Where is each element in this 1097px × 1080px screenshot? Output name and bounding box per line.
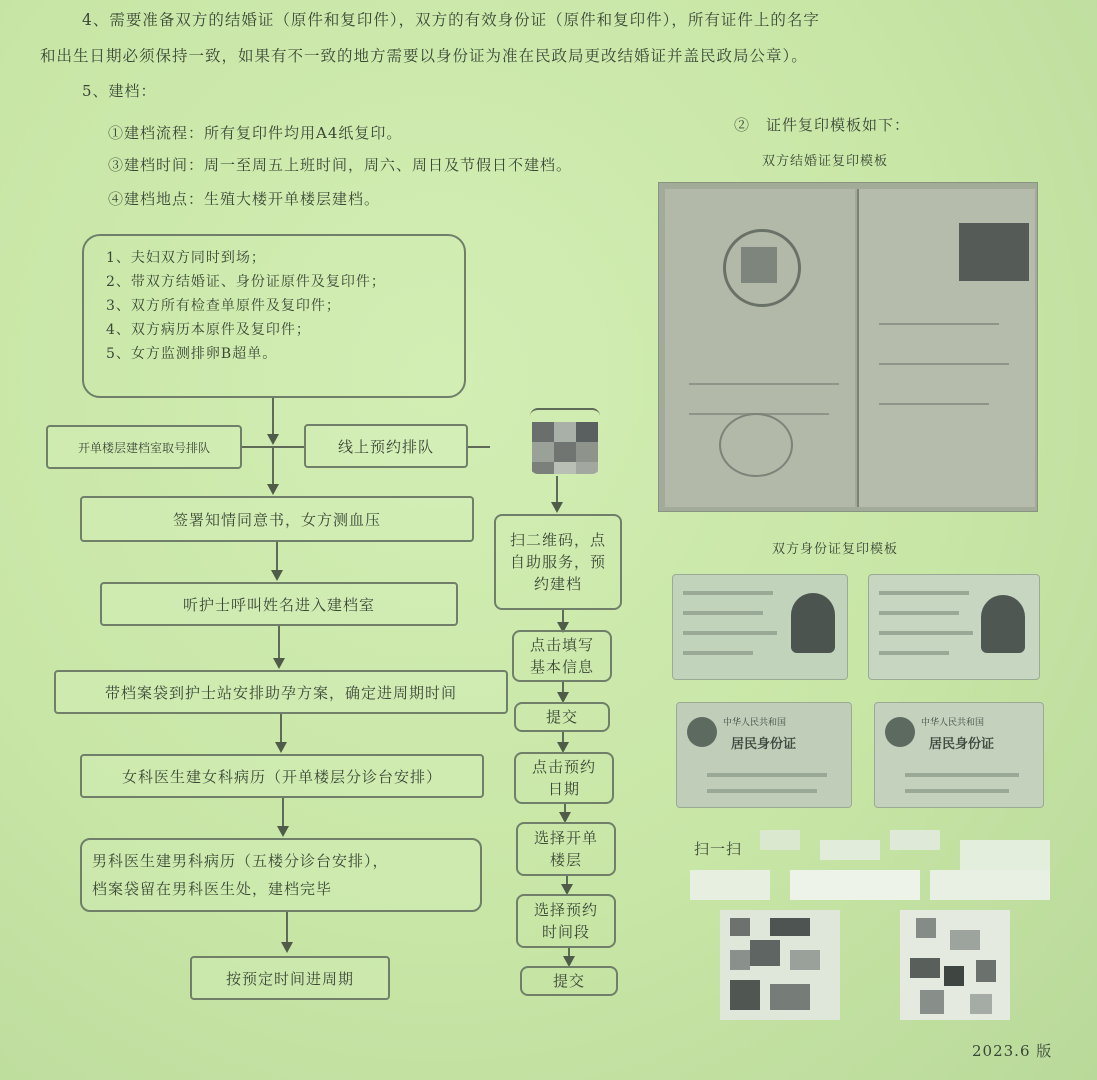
connector bbox=[278, 626, 280, 660]
section-5-heading: 5、建档： bbox=[82, 82, 157, 100]
requirement-line-4a: 4、需要准备双方的结婚证（原件和复印件），双方的有效身份证（原件和复印件），所有证件上的名字 bbox=[82, 11, 820, 29]
arrow-icon bbox=[271, 570, 283, 581]
portrait bbox=[791, 593, 835, 653]
emblem-icon bbox=[885, 717, 915, 747]
step-consent: 签署知情同意书，女方测血压 bbox=[80, 496, 474, 542]
connector bbox=[286, 912, 288, 944]
id-back-line1: 中华人民共和国 bbox=[723, 718, 787, 728]
step-nurse-station: 带档案袋到护士站安排助孕方案，确定进周期时间 bbox=[54, 670, 508, 714]
archive-time: ③建档时间：周一至周五上班时间，周六、周日及节假日不建档。 bbox=[108, 156, 573, 174]
online-step-scan: 扫二维码，点自助服务，预约建档 bbox=[494, 514, 622, 610]
step-female-doctor: 女科医生建女科病历（开单楼层分诊台安排） bbox=[80, 754, 484, 798]
templates-header: ② 证件复印模板如下： bbox=[734, 116, 911, 134]
archive-process: ①建档流程：所有复印件均用A4纸复印。 bbox=[108, 124, 403, 142]
id-card-front-image bbox=[868, 574, 1040, 680]
emblem-icon bbox=[687, 717, 717, 747]
step-male-doctor bbox=[80, 838, 482, 912]
connector bbox=[282, 798, 284, 828]
requirement-item: 4、双方病历本原件及复印件； bbox=[106, 322, 311, 338]
couple-photo bbox=[959, 223, 1029, 281]
online-step-fill-info: 点击填写基本信息 bbox=[512, 630, 612, 682]
online-step-submit-final: 提交 bbox=[520, 966, 618, 996]
version-label: 2023.6 版 bbox=[972, 1042, 1053, 1060]
arrow-icon bbox=[273, 658, 285, 669]
online-step-timeslot: 选择预约时间段 bbox=[516, 894, 616, 948]
seal-center bbox=[741, 247, 777, 283]
id-back-line2: 居民身份证 bbox=[731, 737, 797, 752]
requirement-item: 5、女方监测排卵B超单。 bbox=[106, 346, 278, 362]
step-male-doctor-line2: 档案袋留在男科医生处，建档完毕 bbox=[92, 880, 333, 898]
id-card-back-image bbox=[676, 702, 852, 808]
marriage-certificate-image bbox=[658, 182, 1038, 512]
step-male-doctor-line1: 男科医生建男科病历（五楼分诊台安排）， bbox=[92, 852, 389, 870]
id-card-back-image bbox=[874, 702, 1044, 808]
arrow-icon bbox=[277, 826, 289, 837]
connector bbox=[272, 446, 274, 486]
id-card-front-image bbox=[672, 574, 848, 680]
connector bbox=[272, 398, 274, 436]
onsite-queue-box: 开单楼层建档室取号排队 bbox=[46, 425, 242, 469]
online-step-submit: 提交 bbox=[514, 702, 610, 732]
arrow-icon bbox=[551, 502, 563, 513]
requirement-item: 1、夫妇双方同时到场； bbox=[106, 250, 266, 266]
qr-code-image bbox=[530, 408, 600, 474]
arrow-icon bbox=[275, 742, 287, 753]
portrait bbox=[981, 595, 1025, 653]
connector bbox=[556, 476, 558, 504]
connector bbox=[242, 446, 306, 448]
marriage-template-title: 双方结婚证复印模板 bbox=[762, 154, 889, 169]
online-queue-box: 线上预约排队 bbox=[304, 424, 468, 468]
id-back-line2: 居民身份证 bbox=[929, 737, 995, 752]
step-start-cycle: 按预定时间进周期 bbox=[190, 956, 390, 1000]
scan-text: 扫一扫 bbox=[694, 840, 743, 858]
arrow-icon bbox=[267, 434, 279, 445]
connector bbox=[280, 714, 282, 744]
requirements-box bbox=[82, 234, 466, 398]
connector bbox=[468, 446, 490, 448]
online-step-date: 点击预约日期 bbox=[514, 752, 614, 804]
arrow-icon bbox=[281, 942, 293, 953]
pixelated-qr-area bbox=[680, 830, 1060, 1030]
requirement-line-4b: 和出生日期必须保持一致，如果有不一致的地方需要以身份证为准在民政局更改结婚证并盖民政局公章）。 bbox=[40, 47, 808, 65]
archive-place: ④建档地点：生殖大楼开单楼层建档。 bbox=[108, 190, 381, 208]
id-back-line1: 中华人民共和国 bbox=[921, 718, 985, 728]
online-step-floor: 选择开单楼层 bbox=[516, 822, 616, 876]
arrow-icon bbox=[267, 484, 279, 495]
requirement-item: 2、带双方结婚证、身份证原件及复印件； bbox=[106, 274, 386, 290]
connector bbox=[276, 542, 278, 572]
step-nurse-call: 听护士呼叫姓名进入建档室 bbox=[100, 582, 458, 626]
requirement-item: 3、双方所有检查单原件及复印件； bbox=[106, 298, 341, 314]
id-template-title: 双方身份证复印模板 bbox=[772, 542, 899, 557]
